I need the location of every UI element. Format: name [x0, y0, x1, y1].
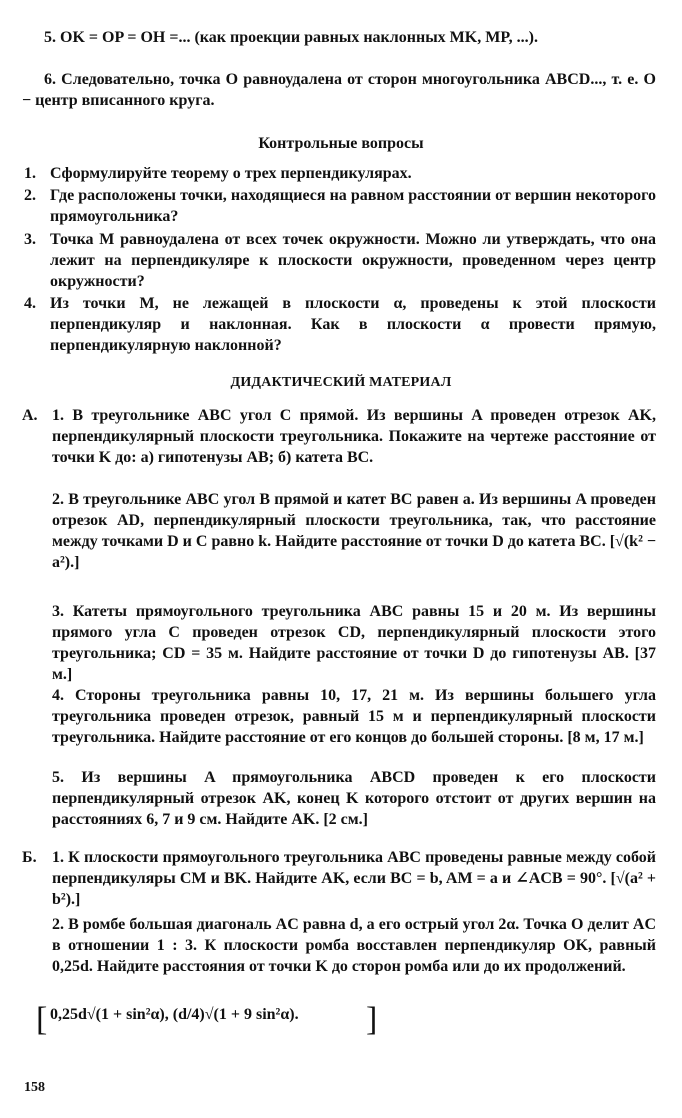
proof-step-5: 5. OK = OP = OH =... (как проекции равных наклонных MK, MP, ...).: [44, 29, 538, 46]
question-text: Сформулируйте теорему о трех перпендикулярах.: [50, 165, 412, 182]
exercise-a5: 5. Из вершины A прямоугольника ABCD проведен к его плоскости перпендикулярный отрезок AK, конец K которого отстоит от других вершин на расстояниях 6, 7 и 9 см. Найдите AK. [2 см.]: [52, 769, 656, 828]
exercise-a4: 4. Стороны треугольника равны 10, 17, 21 м. Из вершины большего угла треугольника проведен отрезок, равный 15 м и перпендикулярный плоскости треугольника. Найдите расстояние от его концов до большей стороны. [8 м, 17 м.]: [52, 687, 656, 746]
question-number: 1.: [24, 165, 36, 182]
exercise-a1: 1. В треугольнике ABC угол C прямой. Из вершины A проведен отрезок AK, перпендикулярный плоскости треугольника. Покажите на чертеже расстояние от точки K до: а) гипотенузы AB; б) катета BC.: [52, 407, 656, 466]
question-text: Точка M равноудалена от всех точек окружности. Можно ли утверждать, что она лежит на перпендикуляре к плоскости окружности, проведенном через центр окружности?: [50, 231, 656, 290]
page-number: 158: [24, 1080, 45, 1095]
exercise-b2: 2. В ромбе большая диагональ AC равна d, а его острый угол 2α. Точка O делит AC в отношении 1 : 3. К плоскости ромба восставлен перпендикуляр OK, равный 0,25d. Найдите расстояния от точки K до сторон ромба или до их продолжений.: [52, 916, 656, 975]
question-number: 2.: [24, 187, 36, 204]
control-questions-title: Контрольные вопросы: [258, 135, 424, 152]
question-number: 4.: [24, 295, 36, 312]
didactic-material-title: ДИДАКТИЧЕСКИЙ МАТЕРИАЛ: [230, 375, 452, 390]
answer-left-bracket: [: [36, 1001, 48, 1038]
question-number: 3.: [24, 231, 36, 248]
question-text: Из точки M, не лежащей в плоскости α, проведены к этой плоскости перпендикуляр и наклонная. Как в плоскости α провести прямую, перпендикулярную наклонной?: [50, 295, 656, 354]
exercise-a3: 3. Катеты прямоугольного треугольника ABC равны 15 и 20 м. Из вершины прямого угла C проведен отрезок CD, перпендикулярный плоскости этого треугольника; CD = 35 м. Найдите расстояние от точки D до гипотенузы AB. [37 м.]: [52, 603, 656, 683]
exercise-a2: 2. В треугольнике ABC угол B прямой и катет BC равен a. Из вершины A проведен отрезок AD, перпендикулярный плоскости треугольника, так, что расстояние между точками D и C равно k. Найдите расстояние от точки D до катета BC. [√(k² − a²).]: [52, 491, 656, 571]
question-text: Где расположены точки, находящиеся на равном расстоянии от вершин некоторого прямоугольника?: [50, 187, 656, 225]
exercise-b2-answer: 0,25d√(1 + sin²α), (d/4)√(1 + 9 sin²α).: [50, 1006, 299, 1023]
answer-right-bracket: ]: [366, 1001, 378, 1038]
proof-step-6: 6. Следовательно, точка O равноудалена от сторон многоугольника ABCD..., т. е. O − центр вписанного круга.: [22, 71, 656, 109]
exercise-b1: 1. К плоскости прямоугольного треугольника ABC проведены равные между собой перпендикуляры CM и BK. Найдите AK, если BC = b, AM = a и ∠ACB = 90°. [√(a² + b²).]: [52, 849, 656, 908]
section-a-label: А.: [22, 407, 38, 424]
section-b-label: Б.: [22, 849, 37, 866]
